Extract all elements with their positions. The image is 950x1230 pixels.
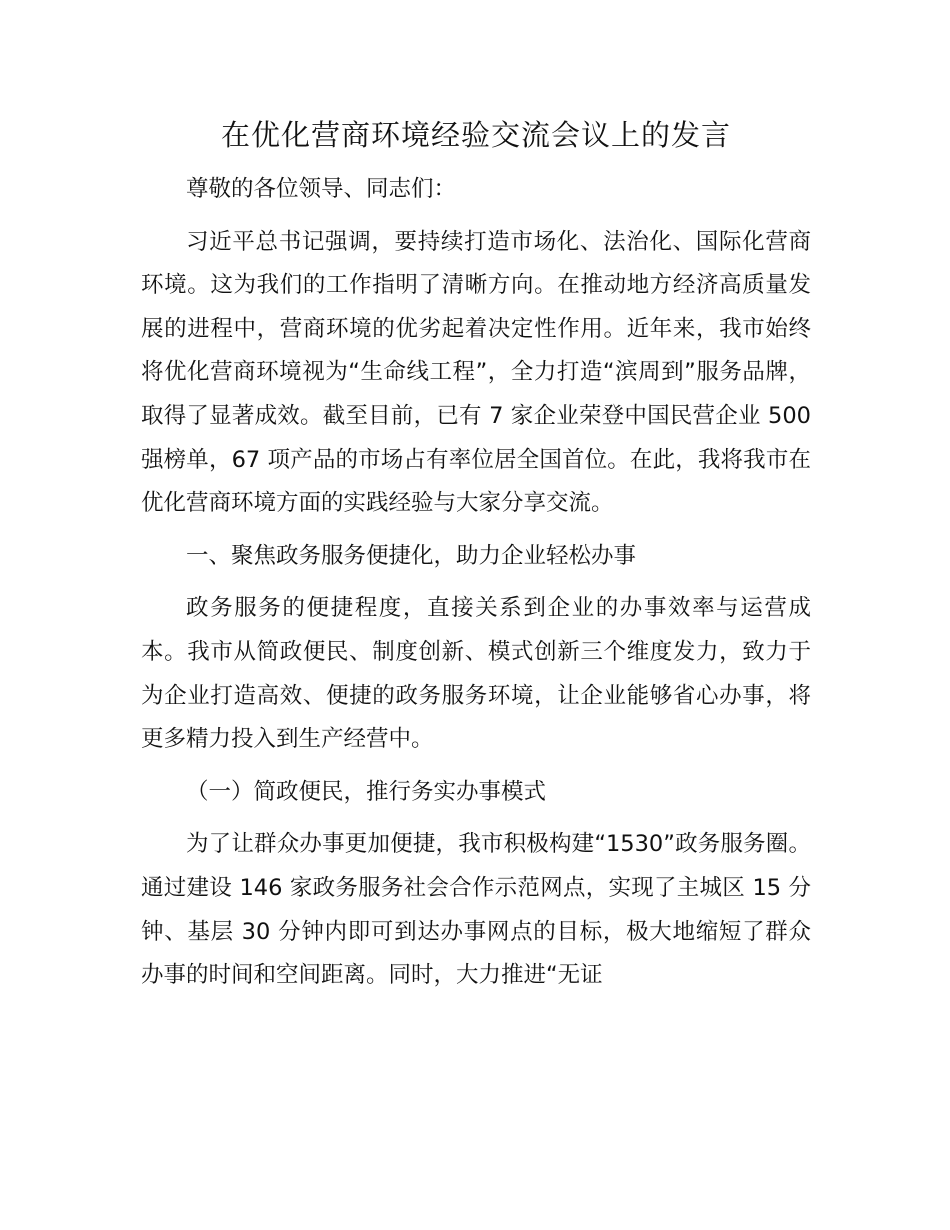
document-page [141,112,811,1007]
paragraph-section-one: 政务服务的便捷程度，直接关系到企业的办事效率与运营成本。我市从简政便民、制度创新、模式创新三个维度发力，致力于为企业打造高效、便捷的政务服务环境，让企业能够省心办事，将更多精力投入到生产经营中。 [141,595,811,753]
section-heading: 一、聚焦政务服务便捷化，助力企业轻松办事 [186,542,637,569]
paragraph-subsection-one: 为了让群众办事更加便捷，我市积极构建“1530”政务服务圈。通过建设 146 家政务服务社会合作示范网点，实现了主城区 15 分钟、基层 30 分钟内即可到达办事网点的目标，极大地缩短了群众办事的时间和空间距离。同时，大力推进“无证 [141,831,811,989]
document-title: 在优化营商环境经验交流会议上的发言 [220,118,731,152]
paragraph-intro: 习近平总书记强调，要持续打造市场化、法治化、国际化营商环境。这为我们的工作指明了清晰方向。在推动地方经济高质量发展的进程中，营商环境的优劣起着决定性作用。近年来，我市始终将优化营商环境视为“生命线工程”，全力打造“滨周到”服务品牌，取得了显著成效。截至目前，已有 7 家企业荣登中国民营企业 500 强榜单，67 项产品的市场占有率位居全国首位。在此，我将我市在优化营商环境方面的实践经验与大家分享交流。 [141,228,811,517]
subsection-heading: （一）简政便民，推行务实办事模式 [186,778,547,805]
salutation: 尊敬的各位领导、同志们： [186,176,457,202]
